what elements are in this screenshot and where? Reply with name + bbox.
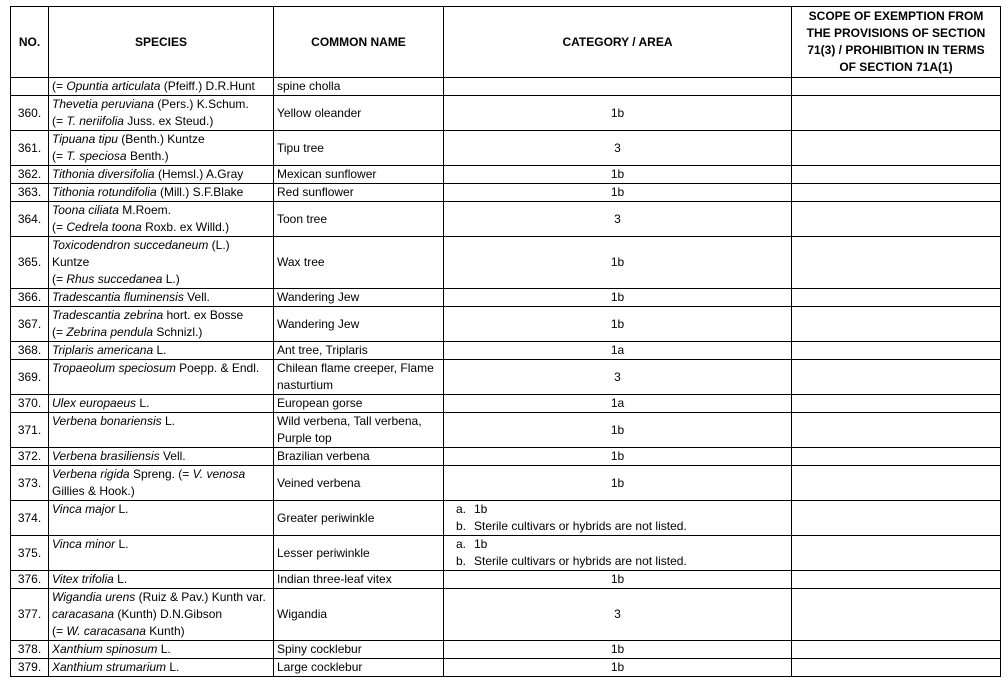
species-line <box>52 289 270 306</box>
species-line <box>52 606 270 623</box>
species-name-italic: Tithonia diversifolia <box>52 167 155 181</box>
scope-cell <box>792 360 1001 395</box>
table-row <box>11 184 1001 202</box>
table-row <box>11 237 1001 289</box>
species-author-text: M.Roem. <box>118 203 171 217</box>
category-list-marker: b. <box>456 519 467 533</box>
row-number: 365. <box>11 237 49 289</box>
scope-cell <box>792 289 1001 307</box>
category-cell: 1b <box>444 641 792 659</box>
species-cell <box>49 342 274 360</box>
common-name-cell: European gorse <box>274 395 444 413</box>
scope-cell <box>792 641 1001 659</box>
species-line <box>52 148 270 165</box>
common-name-cell: Lesser periwinkle <box>274 536 444 571</box>
species-line <box>52 78 270 95</box>
table-row <box>11 501 1001 536</box>
species-author-text: (Pfeiff.) D.R.Hunt <box>160 79 255 93</box>
table-row <box>11 202 1001 237</box>
category-cell <box>444 536 792 571</box>
common-name-cell: Toon tree <box>274 202 444 237</box>
species-name-italic: Vitex trifolia <box>52 572 114 586</box>
table-row <box>11 342 1001 360</box>
species-cell <box>49 360 274 395</box>
header-scope: SCOPE OF EXEMPTION FROM THE PROVISIONS OF SECTION 71(3) / PROHIBITION IN TERMS OF SECTION 71A(1) <box>792 7 1001 78</box>
species-name-italic: caracasana <box>52 607 115 621</box>
species-author-text: (= <box>52 220 67 234</box>
table-row <box>11 536 1001 571</box>
row-number: 370. <box>11 395 49 413</box>
table-row <box>11 413 1001 448</box>
species-cell <box>49 571 274 589</box>
species-cell <box>49 307 274 342</box>
species-cell <box>49 501 274 536</box>
category-list-marker: b. <box>456 554 467 568</box>
category-cell: 1b <box>444 448 792 466</box>
category-list-text: Sterile cultivars or hybrids are not listed. <box>474 554 687 568</box>
species-author-text: L. <box>166 660 180 674</box>
species-author-text: Spreng. (= <box>129 467 193 481</box>
species-cell <box>49 184 274 202</box>
species-name-italic: Toona ciliata <box>52 203 119 217</box>
species-author-text: (= <box>52 272 67 286</box>
species-cell <box>49 96 274 131</box>
species-name-italic: Xanthium spinosum <box>52 642 158 656</box>
row-number: 377. <box>11 589 49 641</box>
species-line <box>52 131 270 148</box>
species-line <box>52 96 270 113</box>
common-name-cell: Veined verbena <box>274 466 444 501</box>
row-number: 373. <box>11 466 49 501</box>
species-author-text: Schnizl.) <box>153 325 203 339</box>
species-author-text: L. <box>115 537 129 551</box>
scope-cell <box>792 571 1001 589</box>
species-line <box>52 237 270 271</box>
scope-cell <box>792 342 1001 360</box>
header-common-name: COMMON NAME <box>274 7 444 78</box>
species-name-italic: Verbena bonariensis <box>52 414 162 428</box>
category-list-item <box>456 518 788 535</box>
species-cell <box>49 466 274 501</box>
species-author-text: (= <box>52 325 67 339</box>
species-line <box>52 395 270 412</box>
species-author-text: Gillies & Hook.) <box>52 484 135 498</box>
table-row <box>11 289 1001 307</box>
species-name-italic: Thevetia peruviana <box>52 97 155 111</box>
scope-cell <box>792 466 1001 501</box>
table-row <box>11 589 1001 641</box>
species-line <box>52 659 270 676</box>
category-cell: 3 <box>444 589 792 641</box>
species-line <box>52 448 270 465</box>
species-cell <box>49 289 274 307</box>
species-line <box>52 360 270 377</box>
species-name-italic: Triplaris americana <box>52 343 154 357</box>
row-number: 369. <box>11 360 49 395</box>
species-cell <box>49 237 274 289</box>
species-line <box>52 113 270 130</box>
category-cell: 3 <box>444 360 792 395</box>
table-row <box>11 131 1001 166</box>
category-cell: 1b <box>444 184 792 202</box>
common-name-cell: Brazilian verbena <box>274 448 444 466</box>
species-author-text: Kunth) <box>145 624 185 638</box>
species-line <box>52 342 270 359</box>
species-author-text: (Mill.) S.F.Blake <box>156 185 244 199</box>
common-name-cell: spine cholla <box>274 78 444 96</box>
species-author-text: L. <box>157 642 171 656</box>
category-cell <box>444 501 792 536</box>
table-row <box>11 307 1001 342</box>
common-name-cell: Wild verbena, Tall verbena, Purple top <box>274 413 444 448</box>
header-row <box>11 7 1001 78</box>
common-name-cell: Chilean flame creeper, Flame nasturtium <box>274 360 444 395</box>
species-author-text: (L.) Kuntze <box>52 238 230 269</box>
species-line <box>52 641 270 658</box>
scope-cell <box>792 536 1001 571</box>
scope-cell <box>792 448 1001 466</box>
scope-cell <box>792 589 1001 641</box>
row-number: 366. <box>11 289 49 307</box>
table-row <box>11 96 1001 131</box>
species-cell <box>49 78 274 96</box>
species-line <box>52 307 270 324</box>
species-author-text: L. <box>153 343 167 357</box>
species-name-italic: Zebrina pendula <box>66 325 154 339</box>
table-row <box>11 166 1001 184</box>
species-name-italic: Vinca minor <box>52 537 116 551</box>
species-name-italic: Rhus succedanea <box>66 272 163 286</box>
header-species: SPECIES <box>49 7 274 78</box>
table-row <box>11 448 1001 466</box>
scope-cell <box>792 237 1001 289</box>
row-number: 361. <box>11 131 49 166</box>
species-line <box>52 324 270 341</box>
species-cell <box>49 536 274 571</box>
row-number: 363. <box>11 184 49 202</box>
species-cell <box>49 641 274 659</box>
category-cell: 3 <box>444 202 792 237</box>
header-category: CATEGORY / AREA <box>444 7 792 78</box>
species-name-italic: Vinca major <box>52 502 116 516</box>
species-name-italic: Toxicodendron succedaneum <box>52 238 209 252</box>
row-number: 372. <box>11 448 49 466</box>
species-name-italic: Cedrela toona <box>66 220 142 234</box>
species-name-italic: Tithonia rotundifolia <box>52 185 157 199</box>
common-name-cell: Ant tree, Triplaris <box>274 342 444 360</box>
category-cell: 1b <box>444 289 792 307</box>
table-row <box>11 466 1001 501</box>
species-name-italic: Tipuana tipu <box>52 132 118 146</box>
row-number: 374. <box>11 501 49 536</box>
species-author-text: (= <box>52 149 67 163</box>
species-line <box>52 536 270 553</box>
table-row <box>11 641 1001 659</box>
row-number: 362. <box>11 166 49 184</box>
common-name-cell: Wandering Jew <box>274 289 444 307</box>
scope-cell <box>792 413 1001 448</box>
table-row <box>11 659 1001 677</box>
species-name-italic: V. venosa <box>192 467 246 481</box>
row-number: 371. <box>11 413 49 448</box>
category-cell: 1a <box>444 395 792 413</box>
scope-cell <box>792 307 1001 342</box>
table-header <box>11 7 1001 78</box>
common-name-cell: Wandering Jew <box>274 307 444 342</box>
table-row <box>11 78 1001 96</box>
category-list-text: 1b <box>474 537 488 551</box>
species-author-text: Roxb. ex Willd.) <box>141 220 230 234</box>
scope-cell <box>792 166 1001 184</box>
species-cell <box>49 131 274 166</box>
scope-cell <box>792 202 1001 237</box>
category-cell: 1b <box>444 307 792 342</box>
species-line <box>52 166 270 183</box>
species-name-italic: Verbena brasiliensis <box>52 449 160 463</box>
species-author-text: Vell. <box>183 290 210 304</box>
species-author-text: L. <box>113 572 128 586</box>
species-name-italic: W. caracasana <box>66 624 146 638</box>
species-name-italic: T. neriifolia <box>66 114 124 128</box>
scope-cell <box>792 659 1001 677</box>
species-line <box>52 589 270 606</box>
species-author-text: (Ruiz & Pav.) Kunth var. <box>135 590 266 604</box>
species-line <box>52 219 270 236</box>
table-row <box>11 360 1001 395</box>
common-name-cell: Tipu tree <box>274 131 444 166</box>
common-name-cell: Greater periwinkle <box>274 501 444 536</box>
row-number: 379. <box>11 659 49 677</box>
species-author-text: L. <box>161 414 175 428</box>
common-name-cell: Yellow oleander <box>274 96 444 131</box>
common-name-cell: Spiny cocklebur <box>274 641 444 659</box>
scope-cell <box>792 78 1001 96</box>
species-author-text: Poepp. & Endl. <box>175 361 260 375</box>
species-name-italic: Wigandia urens <box>52 590 136 604</box>
scope-cell <box>792 395 1001 413</box>
species-name-italic: Tradescantia fluminensis <box>52 290 184 304</box>
species-name-italic: T. speciosa <box>66 149 127 163</box>
species-author-text: L. <box>115 502 129 516</box>
species-name-italic: Ulex europaeus <box>52 396 137 410</box>
row-number: 368. <box>11 342 49 360</box>
species-line <box>52 501 270 518</box>
common-name-cell: Mexican sunflower <box>274 166 444 184</box>
species-line <box>52 483 270 500</box>
category-cell: 1b <box>444 413 792 448</box>
species-author-text: Juss. ex Steud.) <box>123 114 214 128</box>
species-line <box>52 623 270 640</box>
row-number <box>11 78 49 96</box>
category-list-item <box>456 553 788 570</box>
species-cell <box>49 166 274 184</box>
category-cell: 1b <box>444 96 792 131</box>
category-list-marker: a. <box>456 537 467 551</box>
category-cell: 1a <box>444 342 792 360</box>
row-number: 360. <box>11 96 49 131</box>
species-name-italic: Verbena rigida <box>52 467 130 481</box>
species-cell <box>49 202 274 237</box>
category-cell: 1b <box>444 659 792 677</box>
row-number: 376. <box>11 571 49 589</box>
species-author-text: Vell. <box>159 449 186 463</box>
species-name-italic: Opuntia articulata <box>66 79 161 93</box>
species-author-text: (Hemsl.) A.Gray <box>154 167 244 181</box>
species-cell <box>49 659 274 677</box>
species-author-text: (= <box>52 114 67 128</box>
species-name-italic: Tropaeolum speciosum <box>52 361 176 375</box>
scope-cell <box>792 501 1001 536</box>
species-line <box>52 466 270 483</box>
species-author-text: (= <box>52 624 67 638</box>
table-row <box>11 571 1001 589</box>
scope-cell <box>792 184 1001 202</box>
scope-cell <box>792 96 1001 131</box>
species-author-text: (Pers.) K.Schum. <box>154 97 249 111</box>
species-line <box>52 271 270 288</box>
species-author-text: L.) <box>162 272 180 286</box>
species-name-italic: Xanthium strumarium <box>52 660 167 674</box>
row-number: 378. <box>11 641 49 659</box>
table-body <box>11 78 1001 677</box>
category-cell: 1b <box>444 237 792 289</box>
species-cell <box>49 413 274 448</box>
species-line <box>52 413 270 430</box>
species-author-text: L. <box>136 396 150 410</box>
category-cell: 1b <box>444 571 792 589</box>
species-author-text: (Benth.) Kuntze <box>117 132 205 146</box>
species-cell <box>49 448 274 466</box>
category-cell: 3 <box>444 131 792 166</box>
species-cell <box>49 395 274 413</box>
row-number: 364. <box>11 202 49 237</box>
table-row <box>11 395 1001 413</box>
scope-cell <box>792 131 1001 166</box>
common-name-cell: Indian three-leaf vitex <box>274 571 444 589</box>
species-line <box>52 571 270 588</box>
category-list-marker: a. <box>456 502 467 516</box>
category-list-item <box>456 536 788 553</box>
common-name-cell: Wigandia <box>274 589 444 641</box>
species-author-text: Benth.) <box>126 149 169 163</box>
row-number: 375. <box>11 536 49 571</box>
species-line <box>52 184 270 201</box>
species-author-text: (= <box>52 79 67 93</box>
species-name-italic: Tradescantia zebrina <box>52 308 164 322</box>
header-no: NO. <box>11 7 49 78</box>
category-list-text: Sterile cultivars or hybrids are not listed. <box>474 519 687 533</box>
row-number: 367. <box>11 307 49 342</box>
species-cell <box>49 589 274 641</box>
species-table <box>10 6 1001 677</box>
category-list-item <box>456 501 788 518</box>
species-author-text: (Kunth) D.N.Gibson <box>114 607 223 621</box>
category-cell: 1b <box>444 466 792 501</box>
common-name-cell: Wax tree <box>274 237 444 289</box>
common-name-cell: Red sunflower <box>274 184 444 202</box>
category-cell <box>444 78 792 96</box>
common-name-cell: Large cocklebur <box>274 659 444 677</box>
category-cell: 1b <box>444 166 792 184</box>
species-author-text: hort. ex Bosse <box>163 308 244 322</box>
category-list-text: 1b <box>474 502 488 516</box>
species-line <box>52 202 270 219</box>
